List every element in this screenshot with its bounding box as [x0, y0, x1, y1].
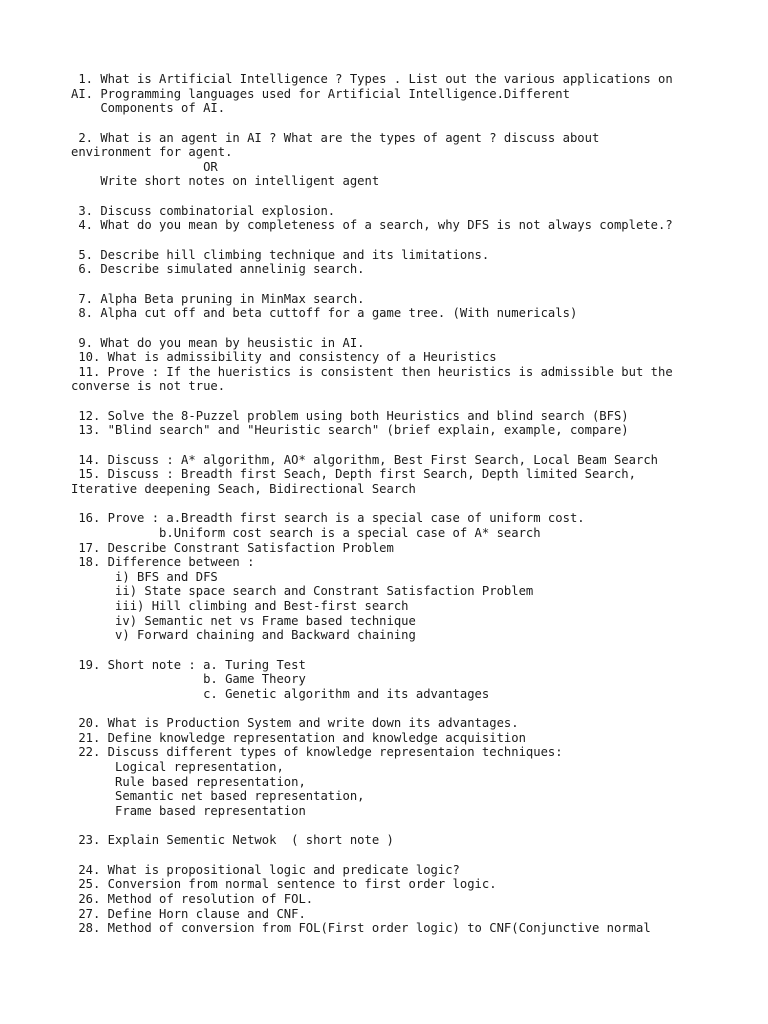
blank-line [71, 116, 761, 131]
text-line: 7. Alpha Beta pruning in MinMax search. [71, 291, 365, 306]
text-line: 10. What is admissibility and consistency of a Heuristics [71, 350, 497, 365]
text-line: 25. Conversion from normal sentence to first order logic. [71, 877, 497, 892]
blank-line [71, 819, 761, 834]
blank-line [71, 277, 761, 292]
text-line: iii) Hill climbing and Best-first search [71, 599, 409, 614]
text-line: 1. What is Artificial Intelligence ? Types . List out the various applications on [71, 72, 673, 86]
text-line: Components of AI. [71, 101, 226, 116]
text-line: 6. Describe simulated annelinig search. [71, 262, 365, 277]
text-line: 11. Prove : If the hueristics is consistent then heuristics is admissible but the [71, 364, 673, 379]
text-line: 23. Explain Sementic Netwok ( short note ) [71, 833, 394, 848]
text-line: 27. Define Horn clause and CNF. [71, 906, 306, 921]
text-line: 8. Alpha cut off and beta cuttoff for a game tree. (With numericals) [71, 306, 578, 321]
text-line: iv) Semantic net vs Frame based technique [71, 613, 416, 628]
text-line: 13. "Blind search" and "Heuristic search" (brief explain, example, compare) [71, 423, 629, 438]
text-line: environment for agent. [71, 145, 233, 160]
text-line: 22. Discuss different types of knowledge representaion techniques: [71, 745, 563, 760]
text-line: 24. What is propositional logic and predicate logic? [71, 862, 460, 877]
text-line: Semantic net based representation, [71, 789, 365, 804]
blank-line [71, 321, 761, 336]
text-line: 16. Prove : a.Breadth first search is a special case of uniform cost. [71, 511, 585, 526]
blank-line [71, 848, 761, 863]
text-line: Logical representation, [71, 760, 284, 775]
text-line: 17. Describe Constrant Satisfaction Problem [71, 540, 394, 555]
text-line: 14. Discuss : A* algorithm, AO* algorithm, Best First Search, Local Beam Search [71, 452, 658, 467]
question-list-document [71, 72, 761, 936]
text-line: OR [71, 159, 218, 174]
text-line: 15. Discuss : Breadth first Seach, Depth first Search, Depth limited Search, [71, 467, 636, 482]
text-line: Rule based representation, [71, 774, 306, 789]
text-line: v) Forward chaining and Backward chaining [71, 628, 416, 643]
blank-line [71, 438, 761, 453]
text-line: b. Game Theory [71, 672, 306, 687]
blank-line [71, 497, 761, 512]
blank-line [71, 233, 761, 248]
text-line: 12. Solve the 8-Puzzel problem using both Heuristics and blind search (BFS) [71, 408, 629, 423]
blank-line [71, 702, 761, 717]
text-line: 9. What do you mean by heusistic in AI. [71, 335, 365, 350]
blank-line [71, 394, 761, 409]
text-line: AI. Programming languages used for Artificial Intelligence.Different [71, 86, 570, 101]
text-line: Write short notes on intelligent agent [71, 174, 380, 189]
text-line: 5. Describe hill climbing technique and its limitations. [71, 247, 490, 262]
text-line: 2. What is an agent in AI ? What are the types of agent ? discuss about [71, 130, 600, 145]
text-line: i) BFS and DFS [71, 569, 218, 584]
text-line: 20. What is Production System and write down its advantages. [71, 716, 519, 731]
text-line: converse is not true. [71, 379, 226, 394]
text-line: 21. Define knowledge representation and knowledge acquisition [71, 730, 526, 745]
text-line: 4. What do you mean by completeness of a search, why DFS is not always complete.? [71, 218, 673, 233]
text-line: ii) State space search and Constrant Satisfaction Problem [71, 584, 534, 599]
text-line: 19. Short note : a. Turing Test [71, 657, 306, 672]
text-line: Frame based representation [71, 804, 306, 819]
text-line: Iterative deepening Seach, Bidirectional Search [71, 481, 416, 496]
text-line: 18. Difference between : [71, 555, 255, 570]
blank-line [71, 189, 761, 204]
blank-line [71, 643, 761, 658]
text-line: 3. Discuss combinatorial explosion. [71, 203, 336, 218]
text-line: 26. Method of resolution of FOL. [71, 891, 314, 906]
text-line: b.Uniform cost search is a special case of A* search [71, 525, 541, 540]
text-line: c. Genetic algorithm and its advantages [71, 686, 490, 701]
text-line: 28. Method of conversion from FOL(First order logic) to CNF(Conjunctive normal [71, 921, 651, 936]
